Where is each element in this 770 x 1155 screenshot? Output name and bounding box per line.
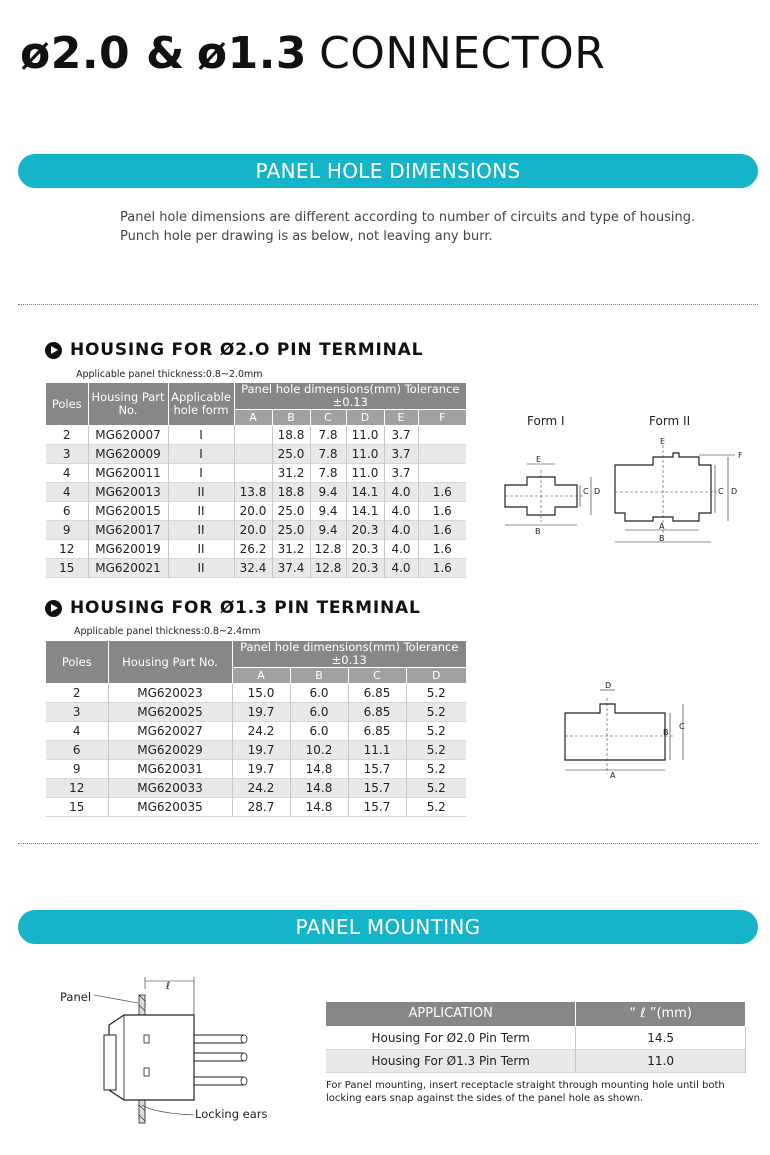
footnote-line-1: For Panel mounting, insert receptacle straight through mounting hole until both: [326, 1080, 725, 1091]
table-cell: MG620033: [108, 779, 232, 798]
table-cell: MG620029: [108, 741, 232, 760]
table-cell: II: [168, 502, 234, 521]
table-cell: 5.2: [406, 779, 466, 798]
table-cell: 1.6: [418, 559, 466, 578]
table-cell: 12: [46, 540, 88, 559]
panel-hole-banner: PANEL HOLE DIMENSIONS: [18, 154, 758, 188]
table-row: [46, 464, 466, 483]
table-cell: 10.2: [290, 741, 348, 760]
application-cell: Housing For Ø2.0 Pin Term: [326, 1026, 576, 1049]
table-row: [46, 521, 466, 540]
table-cell: 6: [46, 502, 88, 521]
table-cell: 4: [46, 483, 88, 502]
table-cell: 20.3: [346, 540, 384, 559]
col-dim-c: C: [348, 668, 406, 684]
table-row: [46, 502, 466, 521]
svg-text:A: A: [659, 522, 665, 531]
title-connector: CONNECTOR: [319, 28, 606, 79]
table-cell: 4.0: [384, 502, 418, 521]
table-cell: I: [168, 445, 234, 464]
svg-text:F: F: [738, 451, 743, 460]
table-cell: 1.6: [432, 504, 452, 518]
table-cell: 14.8: [290, 798, 348, 817]
table-cell: 32.4: [234, 559, 272, 578]
svg-text:B: B: [663, 728, 669, 737]
col-dim-d: D: [406, 668, 466, 684]
table-cell: MG620009: [88, 445, 168, 464]
svg-text:C: C: [679, 722, 685, 731]
col-dim-f: F: [418, 410, 466, 426]
table-cell: 2: [46, 426, 88, 445]
col-dim-a: A: [234, 410, 272, 426]
table-cell: 25.0: [272, 502, 310, 521]
col-ell-mm: “ ℓ ”(mm): [576, 1002, 746, 1026]
table-row: [46, 760, 466, 779]
housing-20-heading-text: HOUSING FOR Ø2.O PIN TERMINAL: [70, 340, 424, 360]
table-cell: MG620031: [108, 760, 232, 779]
svg-text:C: C: [583, 487, 589, 496]
table-cell: 20.0: [234, 502, 272, 521]
table-cell: 12.8: [310, 540, 346, 559]
table-row: [46, 722, 466, 741]
table-cell: 6.0: [290, 703, 348, 722]
thickness-note-20: Applicable panel thickness:0.8~2.0mm: [76, 369, 263, 380]
table-cell: 6.85: [348, 722, 406, 741]
ell-label: ℓ: [166, 981, 171, 992]
table-cell: 15.7: [348, 798, 406, 817]
table-cell: MG620007: [88, 426, 168, 445]
ell-value-cell: 11.0: [576, 1049, 746, 1072]
intro-text: [120, 208, 695, 246]
table-cell: MG620023: [108, 684, 232, 703]
arrow-circle-icon: [45, 342, 62, 359]
table-cell: [234, 464, 272, 483]
svg-text:C: C: [718, 487, 724, 496]
table-cell: 11.0: [346, 464, 384, 483]
table-cell: 24.2: [232, 779, 290, 798]
table-cell: [418, 426, 466, 445]
svg-text:E: E: [536, 455, 542, 464]
table-cell: 3: [46, 445, 88, 464]
title-diameter-part-2: ø1.3: [196, 28, 308, 79]
housing-13-drawing: [555, 680, 700, 780]
locking-ears-label: Locking ears: [195, 1107, 268, 1121]
table-cell: 3.7: [384, 445, 418, 464]
table-cell: 25.0: [272, 445, 310, 464]
table-cell: 9.4: [310, 502, 346, 521]
table-cell: 25.0: [272, 521, 310, 540]
table-cell: 5.2: [406, 703, 466, 722]
table-cell: 4.0: [384, 483, 418, 502]
form-1-drawing: [495, 450, 610, 535]
divider: [18, 304, 758, 305]
thickness-note-13: Applicable panel thickness:0.8~2.4mm: [74, 626, 261, 637]
application-table: [326, 1002, 746, 1073]
mounting-footnote: [326, 1079, 725, 1105]
table-cell: II: [168, 540, 234, 559]
col-part-no: Housing Part No.: [88, 383, 168, 426]
svg-text:D: D: [594, 487, 601, 496]
housing-13-table: [46, 641, 466, 817]
page-title: [20, 28, 605, 79]
col-dim-d: D: [346, 410, 384, 426]
application-cell: Housing For Ø1.3 Pin Term: [326, 1049, 576, 1072]
table-row: [46, 703, 466, 722]
form-2-label: Form II: [649, 414, 691, 428]
table-cell: 19.7: [232, 741, 290, 760]
table-cell: 1.6: [418, 521, 466, 540]
table-cell: 28.7: [232, 798, 290, 817]
table-cell: MG620035: [108, 798, 232, 817]
housing-20-table: [46, 383, 466, 578]
table-cell: 1.6: [418, 483, 466, 502]
table-cell: 12.8: [310, 559, 346, 578]
table-cell: 9: [46, 760, 108, 779]
table-cell: 5.2: [426, 762, 446, 776]
table-cell: [418, 445, 466, 464]
intro-line-1: Panel hole dimensions are different according to number of circuits and type of housing.: [120, 210, 696, 225]
table-cell: I: [168, 426, 234, 445]
table-row: [46, 798, 466, 817]
housing-13-heading-text: HOUSING FOR Ø1.3 PIN TERMINAL: [70, 598, 421, 618]
table-cell: 5.2: [406, 741, 466, 760]
table-cell: [234, 426, 272, 445]
title-diameter-part: ø2.0 &: [20, 28, 185, 79]
table-cell: [234, 445, 272, 464]
table-cell: MG620025: [108, 703, 232, 722]
table-cell: 19.7: [232, 703, 290, 722]
col-dim-c: C: [310, 410, 346, 426]
table-cell: 20.3: [346, 521, 384, 540]
table-cell: 11.0: [346, 445, 384, 464]
table-cell: 6.0: [290, 684, 348, 703]
table-cell: II: [168, 521, 234, 540]
table-cell: II: [168, 559, 234, 578]
table-cell: 3: [46, 703, 108, 722]
col-dim-e: E: [384, 410, 418, 426]
table-row: [326, 1026, 746, 1049]
table-cell: 20.3: [346, 559, 384, 578]
table-cell: 7.8: [310, 426, 346, 445]
table-cell: 6: [46, 741, 108, 760]
table-cell: 6.0: [290, 722, 348, 741]
col-dims: Panel hole dimensions(mm) Tolerance ±0.13: [234, 383, 466, 410]
panel-mounting-banner: PANEL MOUNTING: [18, 910, 758, 944]
table-cell: 15: [46, 559, 88, 578]
ell-value-cell: 14.5: [576, 1026, 746, 1049]
table-row: [46, 779, 466, 798]
table-row: [46, 684, 466, 703]
table-cell: 14.8: [290, 779, 348, 798]
table-cell: [418, 464, 466, 483]
table-row: [46, 426, 466, 445]
col-dim-b: B: [272, 410, 310, 426]
table-cell: 13.8: [234, 483, 272, 502]
svg-text:B: B: [659, 534, 665, 543]
table-cell: 1.6: [432, 542, 452, 556]
svg-text:A: A: [610, 771, 616, 780]
table-row: [46, 445, 466, 464]
table-cell: 7.8: [310, 445, 346, 464]
table-cell: 37.4: [272, 559, 310, 578]
table-row: [46, 483, 466, 502]
svg-text:B: B: [535, 527, 541, 536]
housing-13-heading: [45, 598, 421, 618]
col-dim-a: A: [232, 668, 290, 684]
table-row: [46, 559, 466, 578]
table-cell: 14.1: [346, 483, 384, 502]
table-cell: 9: [46, 521, 88, 540]
table-cell: MG620013: [88, 483, 168, 502]
col-part-no: Housing Part No.: [108, 641, 232, 684]
table-cell: 19.7: [232, 760, 290, 779]
table-cell: 4: [46, 464, 88, 483]
table-cell: 6.85: [348, 703, 406, 722]
housing-20-heading: [45, 340, 423, 360]
table-cell: 14.1: [346, 502, 384, 521]
svg-text:D: D: [731, 487, 738, 496]
table-cell: 15.7: [348, 779, 406, 798]
table-cell: 31.2: [272, 464, 310, 483]
col-dims: Panel hole dimensions(mm) Tolerance ±0.13: [232, 641, 466, 668]
table-cell: 3.7: [384, 426, 418, 445]
svg-text:E: E: [660, 437, 666, 446]
table-cell: I: [168, 464, 234, 483]
table-cell: 18.8: [272, 426, 310, 445]
table-cell: 4.0: [384, 521, 418, 540]
table-cell: 4.0: [384, 559, 418, 578]
table-cell: 3.7: [384, 464, 418, 483]
table-cell: MG620017: [88, 521, 168, 540]
col-dim-b: B: [290, 668, 348, 684]
table-cell: 9.4: [310, 483, 346, 502]
table-cell: MG620015: [88, 502, 168, 521]
table-row: [326, 1049, 746, 1072]
form-1-label: Form I: [527, 414, 565, 428]
table-cell: 6.85: [348, 684, 406, 703]
col-application: APPLICATION: [326, 1002, 576, 1026]
col-poles: Poles: [46, 383, 88, 426]
table-cell: MG620027: [108, 722, 232, 741]
table-cell: 31.2: [272, 540, 310, 559]
table-row: [46, 741, 466, 760]
table-cell: 15: [46, 798, 108, 817]
table-cell: 26.2: [234, 540, 272, 559]
table-cell: II: [168, 483, 234, 502]
table-cell: MG620011: [88, 464, 168, 483]
table-cell: 14.8: [290, 760, 348, 779]
table-cell: 5.2: [426, 800, 446, 814]
table-row: [46, 540, 466, 559]
table-cell: 11.0: [346, 426, 384, 445]
arrow-circle-icon: [45, 600, 62, 617]
col-poles: Poles: [46, 641, 108, 684]
panel-mounting-drawing: [94, 975, 264, 1125]
table-cell: 5.2: [426, 724, 446, 738]
table-cell: 15.7: [348, 760, 406, 779]
intro-line-2: Punch hole per drawing is as below, not leaving any burr.: [120, 229, 493, 244]
table-cell: MG620019: [88, 540, 168, 559]
table-cell: 5.2: [426, 686, 446, 700]
table-cell: 12: [46, 779, 108, 798]
footnote-line-2: locking ears snap against the sides of the panel hole as shown.: [326, 1093, 644, 1104]
table-cell: 11.1: [348, 741, 406, 760]
table-cell: 2: [46, 684, 108, 703]
table-cell: 24.2: [232, 722, 290, 741]
panel-label: Panel: [60, 990, 92, 1004]
table-cell: 4.0: [384, 540, 418, 559]
table-cell: MG620021: [88, 559, 168, 578]
divider: [18, 843, 758, 844]
table-cell: 9.4: [310, 521, 346, 540]
table-cell: 15.0: [232, 684, 290, 703]
col-hole-form: Applicable hole form: [168, 383, 234, 426]
table-cell: 20.0: [234, 521, 272, 540]
table-cell: 18.8: [272, 483, 310, 502]
table-cell: 4: [46, 722, 108, 741]
svg-text:D: D: [605, 681, 612, 690]
form-2-drawing: [605, 435, 755, 550]
table-cell: 7.8: [310, 464, 346, 483]
